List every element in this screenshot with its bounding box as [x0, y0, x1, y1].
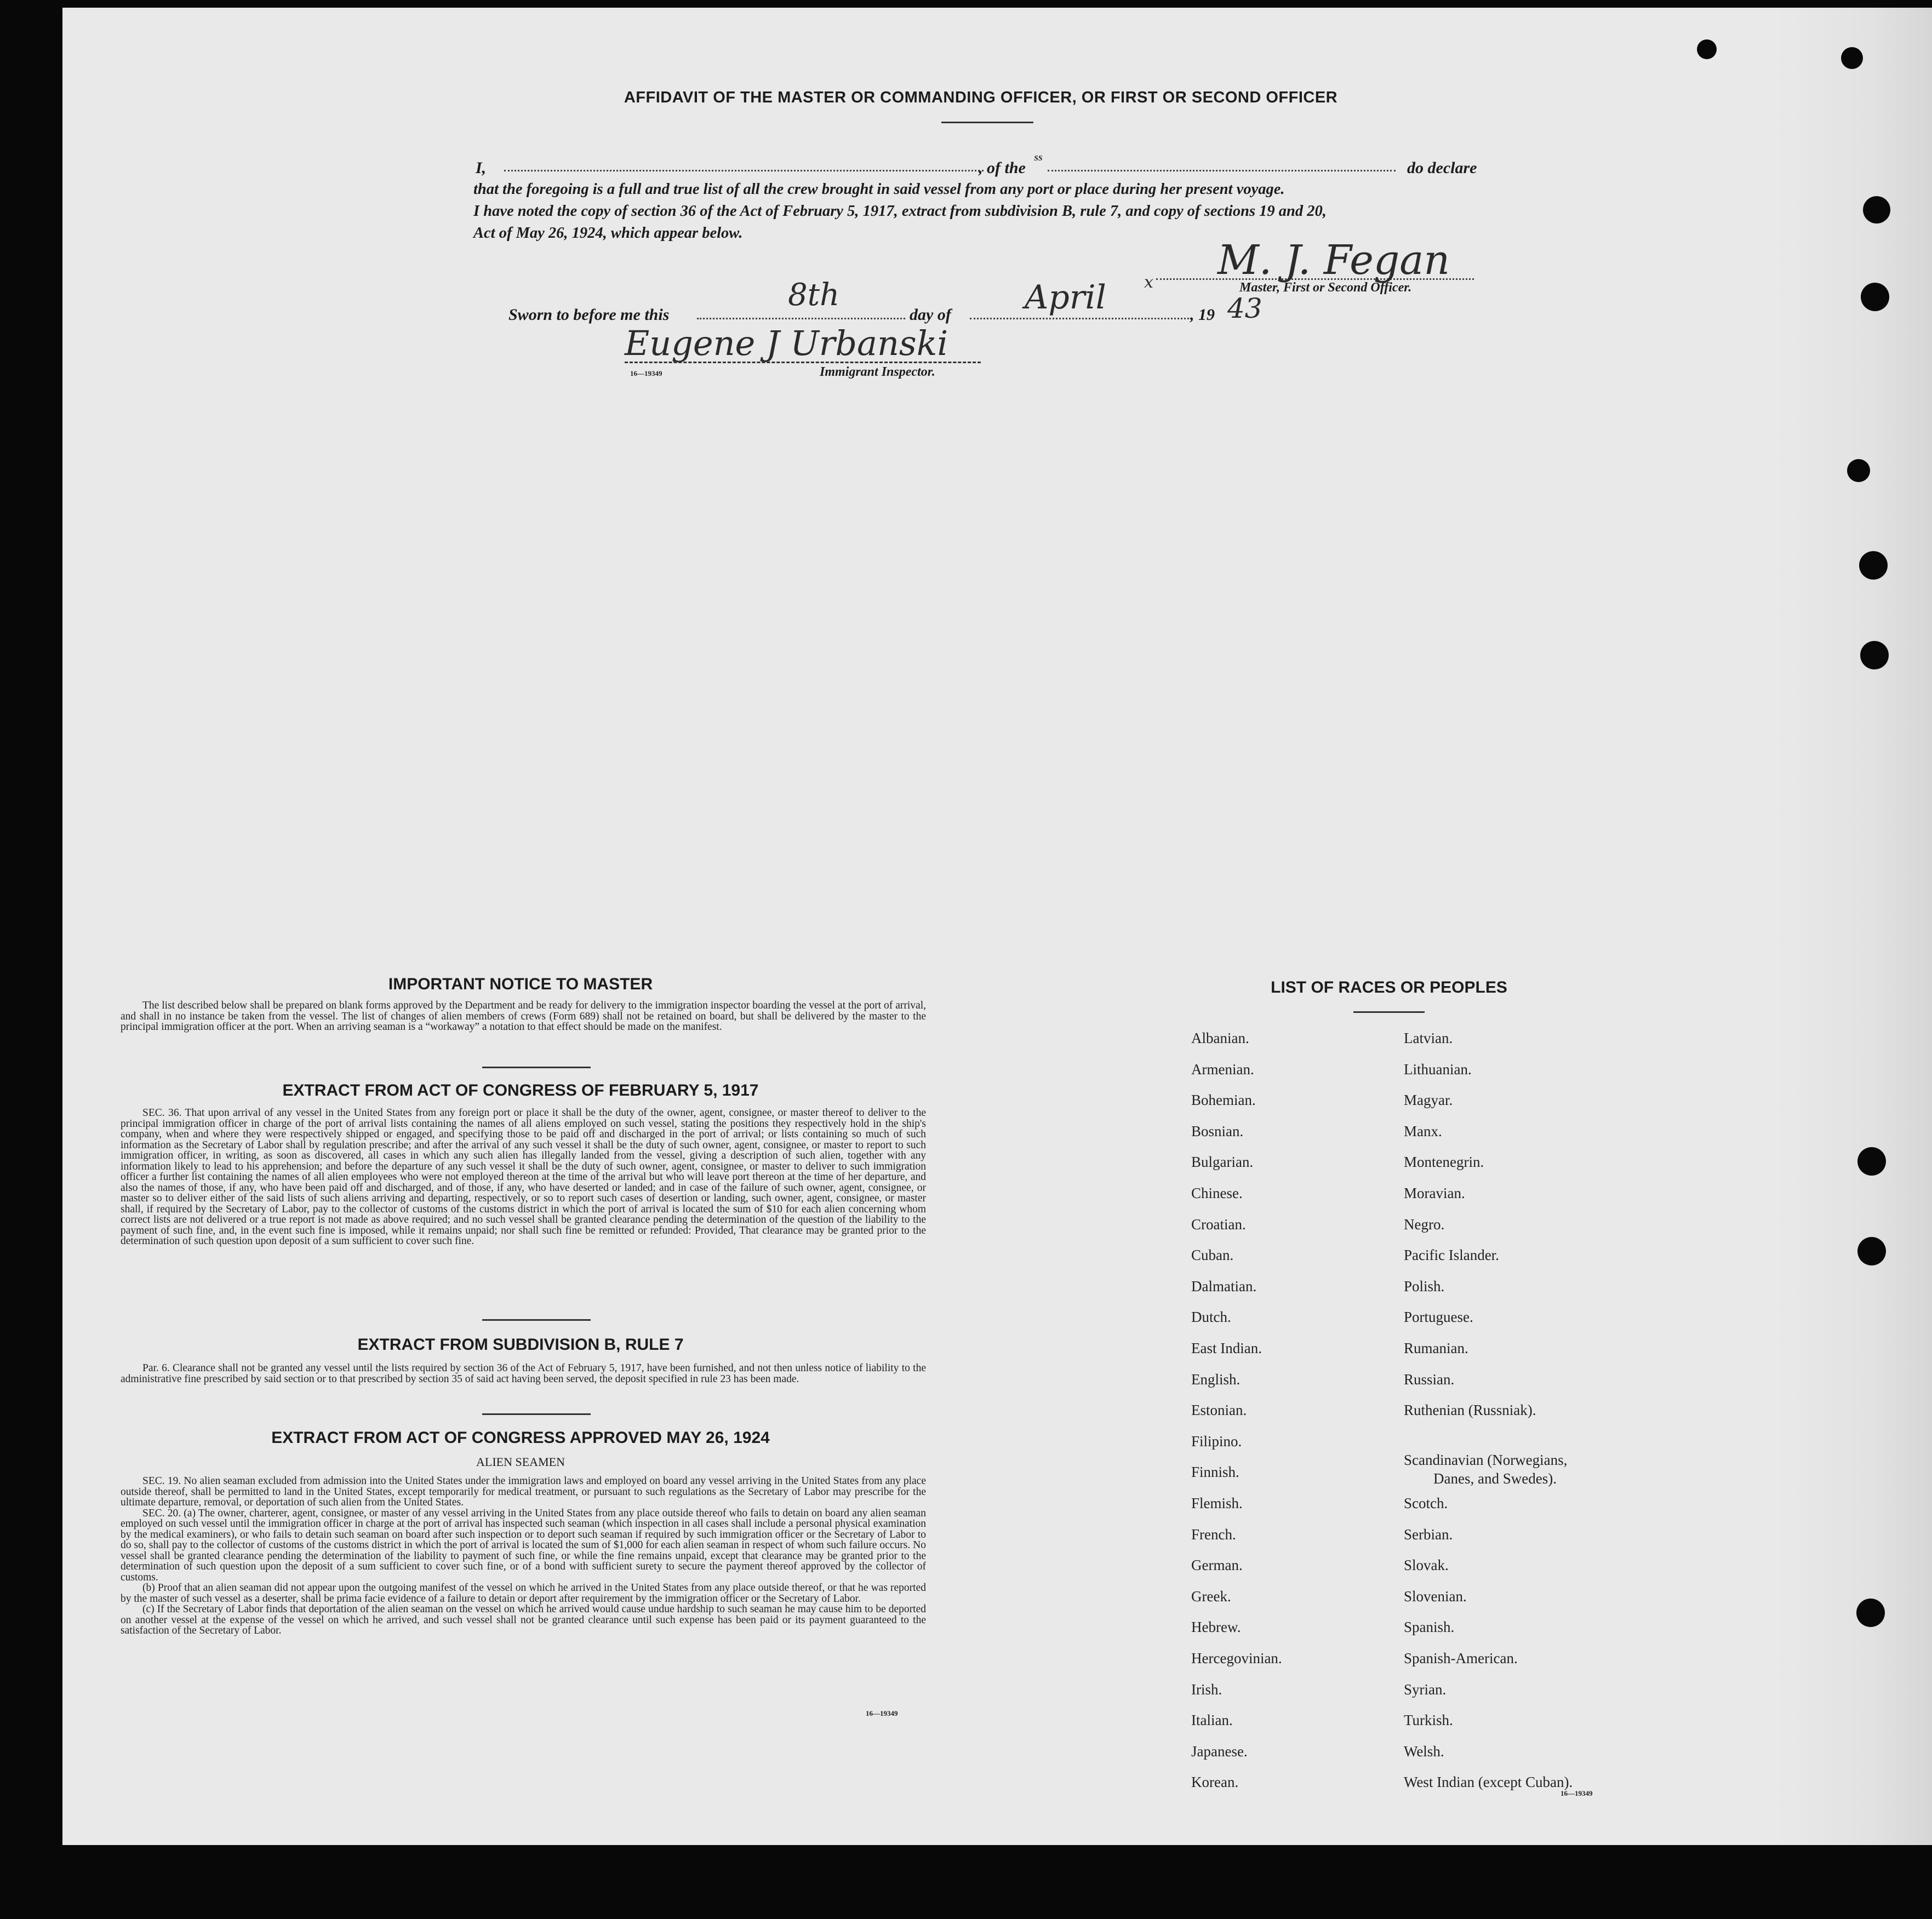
race-item: Bulgarian. [1191, 1154, 1254, 1170]
race-item: East Indian. [1191, 1340, 1262, 1356]
affidavit-i: I, [476, 159, 487, 177]
race-item: German. [1191, 1557, 1243, 1573]
punch-hole [1847, 459, 1870, 482]
race-item: Latvian. [1404, 1030, 1453, 1046]
race-item: Filipino. [1191, 1433, 1242, 1450]
race-item: Pacific Islander. [1404, 1247, 1499, 1263]
title-rule [941, 122, 1033, 123]
race-item: Cuban. [1191, 1247, 1234, 1263]
extract-1924-text [121, 1476, 926, 1636]
race-item: Armenian. [1191, 1061, 1254, 1078]
race-item: Welsh. [1404, 1743, 1444, 1760]
affidavit-line-4: Act of May 26, 1924, which appear below. [473, 225, 743, 242]
notice-text [121, 1000, 926, 1033]
race-item: English. [1191, 1371, 1241, 1388]
punch-hole [1857, 1147, 1886, 1176]
race-item: Negro. [1404, 1216, 1445, 1233]
race-item: Dutch. [1191, 1309, 1231, 1325]
sec36-paragraph: SEC. 36. That upon arrival of any vessel in the United States from any foreign port or place it shall be the duty of the owner, agent, consignee, or master thereof to deliver to the principal immigration officer in charge of the port of arrival lists containing the names of all aliens employed on such vessel, stating the positions they respectively hold in the ship's company, when and where they were respectively shipped or engaged, and specifying those to be paid off and discharged in the port of arrival; or lists containing so much of such information as the Secretary of Labor shall by regulation prescribe; and after the arrival of any such vessel it shall be the duty of such owner, agent, consignee, or master to report to such immigration officer, in writing, as soon as discovered, all cases in which any such alien has illegally landed from the vessel, giving a description of such alien, together with any information likely to lead to his apprehension; and before the departure of any such vessel it shall be the duty of such owner, agent, consignee, or master to deliver to such immigration officer a further list containing the names of all alien employees who were not employed thereon at the time of the arrival but who will leave port thereon at the time of her departure, and also the names of those, if any, who have been paid off and discharged, and of those, if any, who have deserted or landed; and in case of the failure of such owner, agent, consignee, or master so to deliver either of the said lists of such aliens arriving and departing, respectively, or so to report such cases of desertion or landing, such owner, agent, consignee, or master shall, if required by the Secretary of Labor, pay to the collector of customs of the customs district in which the port of arrival is located the sum of $10 for each alien concerning whom correct lists are not delivered or a true report is not made as above required; and no such vessel shall be granted clearance pending the determination of the question of the liability to the payment of such fine, and, in the event such fine is imposed, while it remains unpaid; nor shall such fine be remitted or refunded: Provided, That clearance may be granted prior to the determination of such question upon deposit of a sum sufficient to cover such fine. [121, 1107, 926, 1247]
punch-hole [1860, 641, 1889, 669]
inspector-caption: Immigrant Inspector. [820, 365, 935, 379]
rule7-paragraph: Par. 6. Clearance shall not be granted any vessel until the lists required by section 36 of the Act of February 5, 1917, have been furnished, and not then unless notice of liability to the administrative fine prescribed by said section or to that prescribed by section 35 of said act having been served, the deposit specified in rule 23 has been made. [121, 1362, 926, 1385]
race-item: French. [1191, 1526, 1236, 1543]
punch-hole [1697, 39, 1717, 59]
section-rule [482, 1319, 591, 1321]
race-item: Greek. [1191, 1588, 1231, 1605]
day-of: day of [910, 306, 951, 324]
vessel-blank [1048, 170, 1396, 171]
race-item: Croatian. [1191, 1216, 1246, 1233]
signature-mark: x [1144, 273, 1153, 292]
race-item: Japanese. [1191, 1743, 1248, 1760]
notice-title: IMPORTANT NOTICE TO MASTER [388, 975, 653, 993]
race-item: Serbian. [1404, 1526, 1453, 1543]
affidavit-title: AFFIDAVIT OF THE MASTER OR COMMANDING OFFICER, OR FIRST OR SECOND OFFICER [624, 89, 1338, 106]
handwritten-day: 8th [788, 277, 840, 313]
race-item: Polish. [1404, 1278, 1445, 1294]
race-item: Estonian. [1191, 1402, 1247, 1418]
handwritten-year: 43 [1227, 293, 1262, 324]
year-prefix: , 19 [1190, 306, 1215, 324]
race-item: Spanish. [1404, 1619, 1455, 1635]
race-item: Portuguese. [1404, 1309, 1473, 1325]
race-item: Italian. [1191, 1712, 1233, 1728]
race-item: Montenegrin. [1404, 1154, 1484, 1170]
race-item: Slovenian. [1404, 1588, 1467, 1605]
affidavit-line-2: that the foregoing is a full and true list of all the crew brought in said vessel from any port or place during her present voyage. [473, 181, 1285, 198]
punch-hole [1859, 551, 1888, 580]
punch-hole [1841, 47, 1863, 69]
race-item: Bohemian. [1191, 1092, 1256, 1108]
race-item: Turkish. [1404, 1712, 1453, 1728]
race-item: Hercegovinian. [1191, 1650, 1282, 1666]
affidavit-form-number: 16—19349 [630, 369, 662, 377]
punch-hole [1856, 1599, 1885, 1627]
races-rule [1353, 1011, 1425, 1013]
handwritten-month: April [1025, 278, 1106, 317]
affidavit-of-the: , of the [979, 159, 1026, 177]
handwritten-officer-signature: M. J. Fegan [1217, 237, 1450, 284]
race-item: Hebrew. [1191, 1619, 1241, 1635]
alien-seamen-subtitle: ALIEN SEAMEN [476, 1455, 565, 1469]
race-item: Manx. [1404, 1123, 1442, 1139]
punch-hole [1861, 283, 1889, 311]
section-rule [482, 1413, 591, 1415]
race-item: Chinese. [1191, 1185, 1243, 1201]
rank-blank [504, 170, 984, 171]
race-item: Ruthenian (Russniak). [1404, 1402, 1536, 1418]
extract-rule7-title: EXTRACT FROM SUBDIVISION B, RULE 7 [357, 1336, 684, 1354]
punch-hole [1863, 196, 1890, 224]
races-title: LIST OF RACES OR PEOPLES [1271, 978, 1507, 996]
extract-rule7-text [121, 1363, 926, 1384]
day-blank [697, 318, 905, 319]
race-item: Magyar. [1404, 1092, 1453, 1108]
race-item: Spanish-American. [1404, 1650, 1518, 1666]
race-item: Syrian. [1404, 1681, 1447, 1698]
race-item: Slovak. [1404, 1557, 1449, 1573]
race-item: Lithuanian. [1404, 1061, 1472, 1078]
race-item: Korean. [1191, 1774, 1239, 1790]
sworn-prefix: Sworn to before me this [508, 306, 670, 324]
do-declare: do declare [1407, 159, 1477, 177]
extract-1917-text [121, 1108, 926, 1247]
race-item: Flemish. [1191, 1495, 1243, 1511]
race-item: Finnish. [1191, 1464, 1239, 1480]
race-item: Irish. [1191, 1681, 1222, 1698]
race-item: Moravian. [1404, 1185, 1465, 1201]
race-item: Russian. [1404, 1371, 1455, 1388]
punch-hole [1857, 1237, 1886, 1265]
sec19-paragraph: SEC. 19. No alien seaman excluded from admission into the United States under the immigration laws and employed on board any vessel arriving in the United States from any place outside thereof, shall be permitted to land in the United States, except temporarily for medical treatment, or pursuant to such regulations as the Secretary of Labor may prescribe for the ultimate departure, removal, or deportation of such alien from the United States. [121, 1475, 926, 1508]
sec20c-paragraph: (c) If the Secretary of Labor finds that deportation of the alien seaman on the vessel on which he arrived would cause undue hardship to such seaman he may cause him to be deported on another vessel at the expense of the vessel on which he arrived, and such vessel shall not be granted clearance until such expense has been paid or its payment guaranteed to the satisfaction of the Secretary of Labor. [121, 1603, 926, 1636]
race-item: Danes, and Swedes). [1433, 1470, 1557, 1487]
sec20a-paragraph: SEC. 20. (a) The owner, charterer, agent, consignee, or master of any vessel arriving in the United States from any place outside thereof who fails to detain on board any alien seaman employed on such vessel until the immigration officer in charge at the port of arrival has inspected such seaman (which inspection in all cases shall include a personal physical examination by the medical examiners), or who fails to detain such seaman on board after such inspection or to deport such seaman if required by such immigration officer or the Secretary of Labor to do so, shall pay to the collector of customs of the customs district in which the port of arrival is located the sum of $1,000 for each alien seaman in respect of whom such failure occurs. No vessel shall be granted clearance pending the determination of the liability to payment of such fine, or while the fine remains unpaid, except that clearance may be granted prior to the determination of such question upon the deposit of a sum sufficient to cover such fine, or of a bond with sufficient surety to secure the payment thereof approved by the collector of customs. [121, 1507, 926, 1583]
affidavit-line-3: I have noted the copy of section 36 of the Act of February 5, 1917, extract from subdivision B, rule 7, and copy of sections 19 and 20, [473, 203, 1327, 220]
notice-paragraph: The list described below shall be prepared on blank forms approved by the Department and be ready for delivery to the immigration inspector boarding the vessel at the port of arrival, and shall in no instance be taken from the vessel. The list of changes of alien members of crews (Form 689) shall not be retained on board, but shall be delivered by the master to the principal immigration officer at the port. When an arriving seaman is a “workaway” a notation to that effect should be made on the manifest. [121, 1000, 926, 1033]
race-item: Bosnian. [1191, 1123, 1244, 1139]
race-item: Scotch. [1404, 1495, 1448, 1511]
month-blank [970, 318, 1189, 319]
race-item: Dalmatian. [1191, 1278, 1257, 1294]
inspector-signature-line [625, 362, 981, 363]
scan-shading [1775, 8, 1932, 1845]
extract-1917-title: EXTRACT FROM ACT OF CONGRESS OF FEBRUARY 5, 1917 [282, 1081, 759, 1099]
extract-form-number: 16—19349 [866, 1709, 898, 1717]
section-rule [482, 1067, 591, 1068]
race-item: Rumanian. [1404, 1340, 1468, 1356]
extract-1924-title: EXTRACT FROM ACT OF CONGRESS APPROVED MAY 26, 1924 [271, 1429, 770, 1447]
race-item: West Indian (except Cuban). [1404, 1774, 1573, 1790]
races-form-number: 16—19349 [1561, 1789, 1593, 1797]
officer-caption: Master, First or Second Officer. [1239, 280, 1412, 295]
ss-prefix: SS [1034, 154, 1043, 163]
race-item: Albanian. [1191, 1030, 1249, 1046]
race-item: Scandinavian (Norwegians, [1404, 1452, 1568, 1468]
sec20b-paragraph: (b) Proof that an alien seaman did not appear upon the outgoing manifest of the vessel on which he arrived in the United States from any place outside thereof, or that he was reported by the master of such vessel as a deserter, shall be prima facie evidence of a failure to detain or deport after requirement by the immigration officer or the Secretary of Labor. [121, 1582, 926, 1605]
handwritten-inspector-signature: Eugene J Urbanski [625, 323, 948, 363]
